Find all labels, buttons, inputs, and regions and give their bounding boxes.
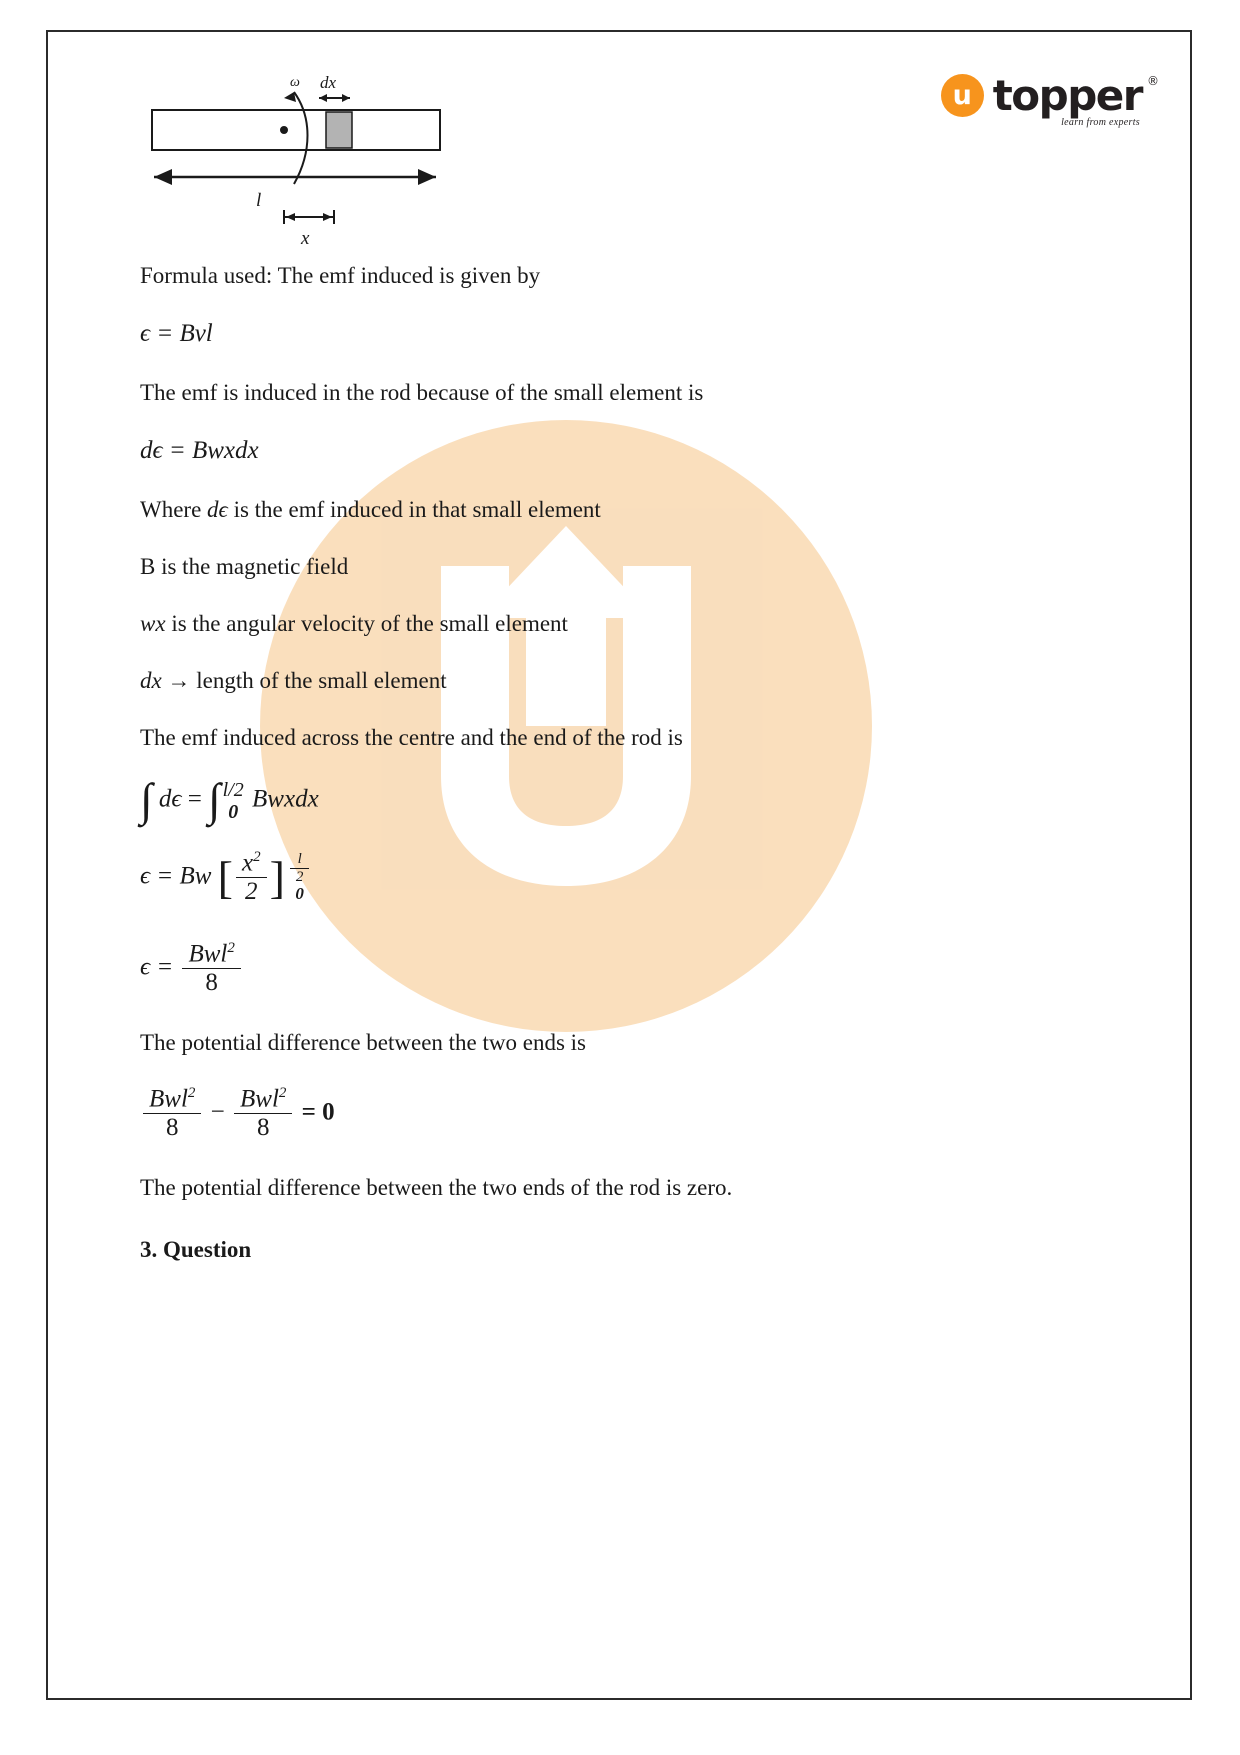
svg-text:l: l bbox=[256, 190, 262, 211]
document-page bbox=[46, 30, 1192, 1700]
pd2-num-exponent: 2 bbox=[278, 1084, 287, 1101]
dx-length-line bbox=[140, 665, 1100, 696]
pd1-num-base: Bwl bbox=[149, 1084, 188, 1112]
result-lhs: ϵ = bbox=[140, 953, 174, 981]
pd-fraction-2 bbox=[234, 1085, 292, 1142]
equation-bracket bbox=[140, 849, 1100, 906]
bracket-fraction-numerator bbox=[236, 849, 267, 877]
integral-lower-limit: 0 bbox=[228, 800, 239, 823]
result-num-exponent: 2 bbox=[227, 940, 235, 957]
wx-suffix: is the angular velocity of the small element bbox=[165, 610, 568, 636]
angular-velocity-line bbox=[140, 608, 1100, 639]
pd-fraction-1 bbox=[143, 1085, 201, 1142]
pd1-denominator: 8 bbox=[143, 1113, 201, 1142]
svg-text:ω: ω bbox=[290, 75, 300, 90]
bracket-fraction bbox=[236, 849, 267, 906]
topper-logo bbox=[941, 70, 1159, 129]
pd-equals-zero: = 0 bbox=[301, 1097, 335, 1125]
bracket-num-base: x bbox=[241, 849, 254, 877]
bracket-num-exponent: 2 bbox=[253, 848, 261, 865]
where-suffix: is the emf induced in that small element bbox=[227, 496, 601, 522]
integral-limits bbox=[223, 779, 244, 823]
pd2-denominator: 8 bbox=[234, 1113, 292, 1142]
magnetic-field-line: B is the magnetic field bbox=[140, 553, 349, 579]
dx-suffix: → length of the small element bbox=[161, 667, 447, 693]
bracket-lhs: ϵ = Bw bbox=[140, 862, 212, 890]
result-num-base: Bwl bbox=[188, 940, 228, 968]
pd2-numerator bbox=[234, 1085, 292, 1113]
bracket-upper-den: 2 bbox=[290, 868, 310, 886]
topper-tagline: learn from experts bbox=[1061, 117, 1140, 129]
dx-symbol: dx bbox=[140, 667, 162, 693]
pd-minus-sign: − bbox=[210, 1097, 225, 1125]
pd-conclusion-line: The potential difference between the two ends of the rod is zero. bbox=[140, 1174, 733, 1200]
bracket-open-icon: [ bbox=[217, 851, 233, 903]
result-numerator bbox=[182, 940, 240, 968]
integral-lhs-d: dϵ bbox=[158, 785, 182, 813]
topper-logo-icon: u bbox=[941, 74, 984, 117]
result-denominator: 8 bbox=[182, 968, 240, 997]
bracket-fraction-denominator: 2 bbox=[236, 877, 267, 906]
integral-sign-1: ∫ bbox=[140, 774, 153, 826]
pd2-num-base: Bwl bbox=[240, 1084, 279, 1112]
solution-body bbox=[140, 260, 1100, 1263]
rotating-rod-figure bbox=[144, 72, 454, 262]
topper-logo-text-wrap bbox=[992, 70, 1159, 129]
bracket-limits bbox=[287, 851, 313, 904]
bracket-lower-limit: 0 bbox=[295, 884, 304, 904]
where-symbol: dϵ bbox=[207, 496, 228, 522]
registered-trademark-icon: ® bbox=[1147, 73, 1159, 88]
equation-integral bbox=[140, 774, 1100, 826]
where-de-line bbox=[140, 494, 1100, 525]
formula-used-line: Formula used: The emf induced is given by bbox=[140, 263, 541, 288]
integral-sign-2: ∫ bbox=[208, 774, 221, 826]
pd-intro-line: The potential difference between the two ends is bbox=[140, 1030, 586, 1056]
pd1-num-exponent: 2 bbox=[187, 1084, 196, 1101]
equation-emf: ϵ = Bvl bbox=[140, 320, 213, 348]
equation-potential-difference bbox=[140, 1085, 1100, 1142]
pd1-numerator bbox=[143, 1085, 201, 1113]
page-content bbox=[48, 32, 1190, 1698]
topper-logo-text: topper bbox=[992, 70, 1142, 120]
bracket-upper-num: l bbox=[297, 850, 302, 867]
equation-de: dϵ = Bwxdx bbox=[140, 436, 259, 464]
integral-equals: = bbox=[187, 785, 202, 813]
bracket-upper-limit bbox=[290, 851, 310, 886]
across-centre-line: The emf induced across the centre and the end of the rod is bbox=[140, 724, 683, 750]
svg-text:x: x bbox=[301, 228, 310, 249]
equation-result bbox=[140, 940, 1100, 997]
svg-text:dx: dx bbox=[320, 73, 337, 92]
where-prefix: Where bbox=[140, 496, 208, 522]
wx-symbol: wx bbox=[140, 610, 166, 636]
small-element-intro: The emf is induced in the rod because of the small element is bbox=[140, 379, 704, 405]
next-question-heading: 3. Question bbox=[140, 1236, 252, 1262]
bracket-close-icon: ] bbox=[269, 851, 285, 903]
integral-integrand: Bwxdx bbox=[252, 785, 319, 813]
integral-upper-limit: l/2 bbox=[222, 778, 244, 801]
result-fraction bbox=[182, 940, 240, 997]
